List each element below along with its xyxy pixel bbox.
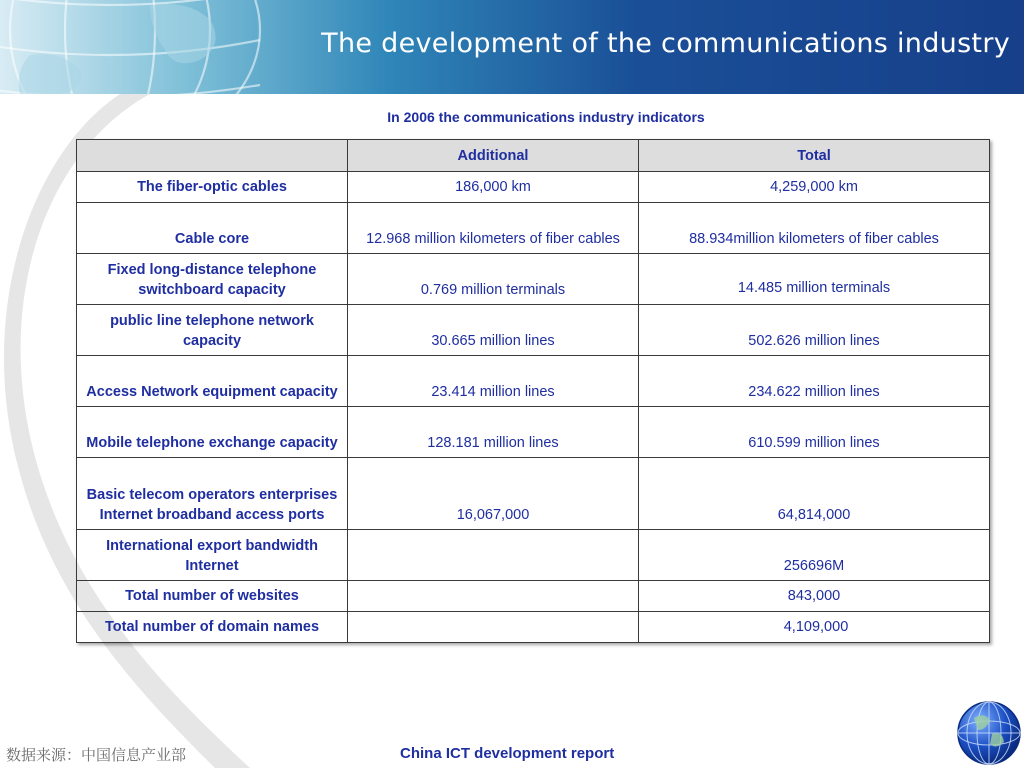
row-label: Access Network equipment capacity bbox=[77, 356, 348, 407]
report-citation: China ICT development report bbox=[400, 745, 615, 762]
table-row bbox=[77, 458, 990, 530]
table-row bbox=[77, 305, 990, 356]
row-label: Total number of websites bbox=[77, 581, 348, 612]
source-note: 数据来源：中国信息产业部 bbox=[6, 746, 187, 764]
header-cell-additional: Additional bbox=[348, 140, 639, 172]
additional-cell bbox=[348, 530, 639, 581]
header-banner bbox=[0, 0, 1024, 94]
additional-cell: 16,067,000 bbox=[348, 458, 639, 530]
table-row bbox=[77, 254, 990, 305]
globe-wireframe-icon bbox=[0, 0, 330, 94]
table-row bbox=[77, 612, 990, 643]
additional-cell: 128.181 million lines bbox=[348, 407, 639, 458]
additional-cell: 23.414 million lines bbox=[348, 356, 639, 407]
table-row bbox=[77, 356, 990, 407]
total-cell: 610.599 million lines bbox=[639, 407, 990, 458]
table-row bbox=[77, 581, 990, 612]
row-label: The fiber-optic cables bbox=[77, 172, 348, 203]
total-cell: 64,814,000 bbox=[639, 458, 990, 530]
header-cell-empty bbox=[77, 140, 348, 172]
additional-cell bbox=[348, 581, 639, 612]
additional-cell: 186,000 km bbox=[348, 172, 639, 203]
table-row bbox=[77, 530, 990, 581]
table-header-row bbox=[77, 140, 990, 172]
row-label: Mobile telephone exchange capacity bbox=[77, 407, 348, 458]
total-cell: 502.626 million lines bbox=[639, 305, 990, 356]
table-row bbox=[77, 203, 990, 254]
total-cell: 234.622 million lines bbox=[639, 356, 990, 407]
slide-title: The development of the communications industry bbox=[321, 28, 1010, 59]
total-cell: 88.934million kilometers of fiber cables bbox=[639, 203, 990, 254]
additional-cell: 0.769 million terminals bbox=[348, 254, 639, 305]
header-cell-total: Total bbox=[639, 140, 990, 172]
globe-logo-icon bbox=[956, 700, 1022, 766]
total-cell: 14.485 million terminals bbox=[639, 254, 990, 305]
row-label: Basic telecom operators enterprises Internet broadband access ports bbox=[77, 458, 348, 530]
table-row bbox=[77, 172, 990, 203]
table-row bbox=[77, 407, 990, 458]
row-label: Total number of domain names bbox=[77, 612, 348, 643]
table-subtitle: In 2006 the communications industry indicators bbox=[387, 109, 705, 125]
additional-cell: 12.968 million kilometers of fiber cables bbox=[348, 203, 639, 254]
indicators-table bbox=[76, 139, 990, 643]
row-label: Cable core bbox=[77, 203, 348, 254]
row-label: Fixed long-distance telephone switchboard capacity bbox=[77, 254, 348, 305]
row-label: International export bandwidth Internet bbox=[77, 530, 348, 581]
total-cell: 4,259,000 km bbox=[639, 172, 990, 203]
total-cell: 4,109,000 bbox=[639, 612, 990, 643]
total-cell: 843,000 bbox=[639, 581, 990, 612]
total-cell: 256696M bbox=[639, 530, 990, 581]
additional-cell: 30.665 million lines bbox=[348, 305, 639, 356]
additional-cell bbox=[348, 612, 639, 643]
row-label: public line telephone network capacity bbox=[77, 305, 348, 356]
